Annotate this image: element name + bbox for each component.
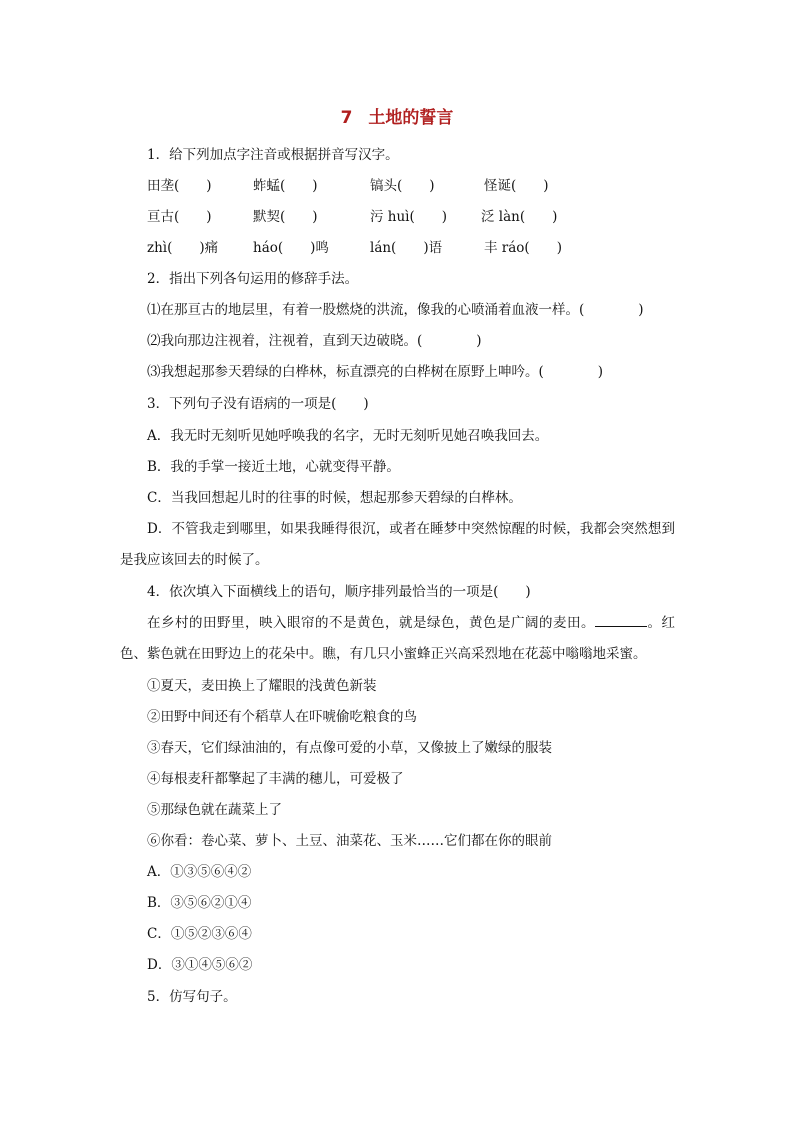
- lesson-number: 7: [340, 108, 353, 128]
- q2-item: ⑶我想起那参天碧绿的白桦林，标直漂亮的白桦树在原野上呻吟。( ): [147, 364, 604, 380]
- q4-sentence: ④每根麦秆都擎起了丰满的穗儿，可爱极了: [147, 771, 404, 787]
- q4-sentence: ②田野中间还有个稻草人在吓唬偷吃粮食的鸟: [147, 709, 417, 725]
- q4-option: D．③①④⑤⑥②: [147, 957, 253, 973]
- q4-passage: [120, 608, 675, 670]
- q5-stem: 5．仿写句子。: [147, 989, 237, 1005]
- q1-cell: 污 huì( ): [370, 209, 448, 225]
- q1-cell: lán( )语: [370, 240, 443, 256]
- q1-cell: 丰 ráo( ): [484, 240, 562, 256]
- q3-option: B．我的手掌一接近土地，心就变得平静。: [147, 459, 400, 475]
- page-title: [0, 103, 794, 128]
- q4-option: C．①⑤②③⑥④: [147, 926, 252, 942]
- q1-stem: 1．给下列加点字注音或根据拼音写汉字。: [147, 147, 399, 163]
- q4-sentence: ①夏天，麦田换上了耀眼的浅黄色新装: [147, 678, 377, 694]
- q1-cell: 蚱蜢( ): [253, 178, 318, 194]
- q4-sentence: ③春天，它们绿油油的，有点像可爱的小草，又像披上了嫩绿的服装: [147, 740, 552, 756]
- q4-passage-after: 。红色、紫色就在田野边上的花朵中。瞧，有几只小蜜蜂正兴高采烈地在花蕊中嗡嗡地采蜜。: [120, 615, 675, 662]
- q3-stem: 3．下列句子没有语病的一项是( ): [147, 396, 369, 412]
- q4-sentence: ⑥你看：卷心菜、萝卜、土豆、油菜花、玉米……它们都在你的眼前: [147, 833, 552, 849]
- q1-cell: 田垄( ): [147, 178, 212, 194]
- q1-cell: 镐头( ): [370, 178, 435, 194]
- q1-cell: 默契( ): [253, 209, 318, 225]
- q1-cell: zhì( )痛: [147, 240, 219, 256]
- q3-option: A．我无时无刻听见她呼唤我的名字，无时无刻听见她召唤我回去。: [147, 428, 549, 444]
- q1-cell: 泛 làn( ): [481, 209, 558, 225]
- q2-stem: 2．指出下列各句运用的修辞手法。: [147, 271, 359, 287]
- fill-blank-line: [595, 614, 647, 627]
- q4-option: A．①③⑤⑥④②: [147, 864, 252, 880]
- q4-stem: 4．依次填入下面横线上的语句，顺序排列最恰当的一项是( ): [147, 584, 531, 600]
- q3-option: C．当我回想起儿时的往事的时候，想起那参天碧绿的白桦林。: [147, 490, 522, 506]
- q4-option: B．③⑤⑥②①④: [147, 895, 252, 911]
- q3-option: D．不管我走到哪里，如果我睡得很沉，或者在睡梦中突然惊醒的时候，我都会突然想到是我应该回去的时候了。: [120, 521, 675, 568]
- q1-cell: 亘古( ): [147, 209, 212, 225]
- lesson-title: 土地的誓言: [368, 108, 454, 128]
- q4-passage-before: 在乡村的田野里，映入眼帘的不是黄色，就是绿色，黄色是广阔的麦田。: [147, 615, 595, 631]
- q2-item: ⑵我向那边注视着，注视着，直到天边破晓。( ): [147, 333, 482, 349]
- q2-item: ⑴在那亘古的地层里，有着一股燃烧的洪流，像我的心喷涌着血液一样。( ): [147, 302, 644, 318]
- q1-cell: 怪诞( ): [484, 178, 549, 194]
- q4-sentence: ⑤那绿色就在蔬菜上了: [147, 802, 282, 818]
- q1-cell: háo( )鸣: [253, 240, 329, 256]
